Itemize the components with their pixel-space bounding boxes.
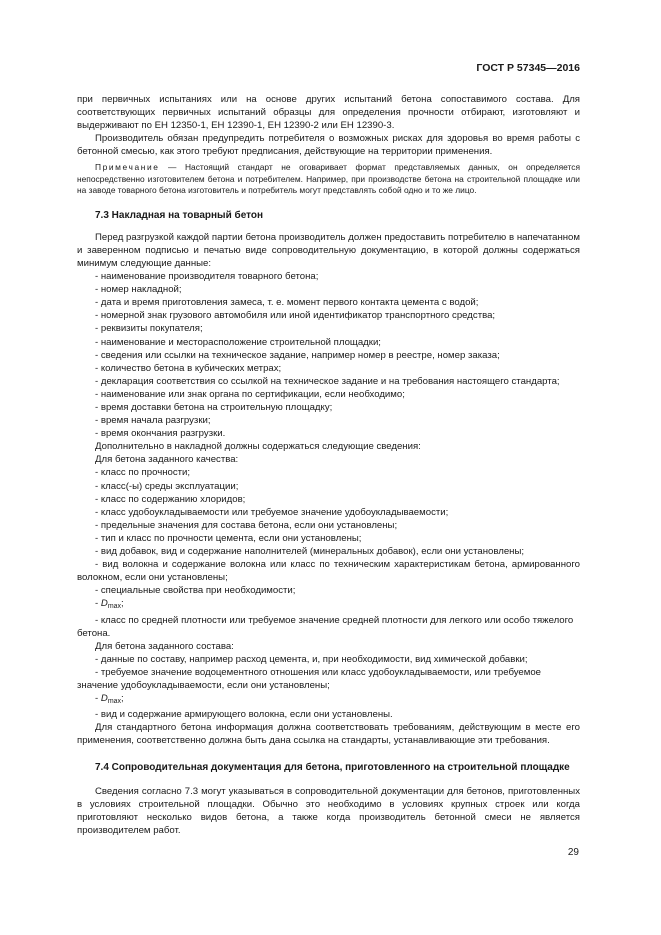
dmax-suffix: ; — [121, 598, 124, 610]
list-item: - данные по составу, например расход цемента, и, при необходимости, вид химической добавки; — [95, 653, 528, 665]
list-item: - количество бетона в кубических метрах; — [95, 362, 282, 374]
additional-info-line: Дополнительно в накладной должны содержаться следующие сведения: — [95, 441, 421, 453]
page-number: 29 — [567, 847, 579, 858]
list-item: - класс по прочности; — [95, 467, 191, 479]
composition-list — [77, 653, 580, 721]
list-item: - предельные значения для состава бетона, если они установлены; — [95, 519, 398, 531]
list-item: - класс по средней плотности или требуемое значение средней плотности для легкого или особо тяжелого бетона. — [77, 614, 574, 639]
list-item: - вид волокна и содержание волокна или класс по техническим характеристикам бетона, армированного волокном, если они установлены; — [77, 559, 580, 584]
list-item: - время доставки бетона на строительную площадку; — [95, 402, 333, 413]
list-item: - сведения или ссылки на техническое задание, например номер в реестре, номер заказа; — [95, 349, 500, 361]
composition-heading: Для бетона заданного состава: — [95, 640, 234, 652]
dmax-symbol: D — [100, 693, 108, 705]
standard-concrete-paragraph: Для стандартного бетона информация должна соответствовать требованиям, действующим в месте его применения, соответственно должна быть дана ссылка на стандарты, устанавливающие эти требования. — [77, 722, 580, 747]
dmax-suffix: ; — [121, 693, 124, 705]
document-body — [77, 93, 580, 837]
section-7-4-title: 7.4 Сопроводительная документация для бетона, приготовленного на строительной площадке — [95, 762, 570, 774]
note-label: Примечание — [95, 162, 160, 173]
required-data-list — [77, 270, 580, 440]
quality-heading: Для бетона заданного качества: — [95, 454, 239, 466]
dmax-subscript: max — [107, 698, 122, 706]
list-item: - номерной знак грузового автомобиля или иной идентификатор транспортного средства; — [95, 310, 496, 322]
dmax-prefix: - — [95, 598, 101, 610]
dmax-symbol: D — [100, 598, 108, 610]
section-7-3-intro: Перед разгрузкой каждой партии бетона производитель должен предоставить потребителю в напечатанном и заверенном подписью и печатью виде сопроводительную документацию, в которой должны содержаться минимум следующие данные: — [77, 231, 580, 269]
list-item: - вид добавок, вид и содержание наполнителей (минеральных добавок), если они установлены; — [95, 546, 525, 558]
list-item: - вид и содержание армирующего волокна, если они установлены. — [95, 709, 393, 721]
intro-paragraph-1: при первичных испытаниях или на основе других испытаний бетона сопоставимого состава. Для соответствующих первичных испытаний образцы для определения прочности отбирают, изготовляют и выдерживают по ЕН 12350-1, ЕН 12390-1, ЕН 12390-2 или ЕН 12390-3. — [77, 94, 580, 132]
list-item: - класс удобоукладываемости или требуемое значение удобоукладываемости; — [95, 506, 449, 518]
section-7-4-text: Сведения согласно 7.3 могут указываться в сопроводительной документации для бетонов, приготовленных в условиях строительной площадки. Обычно это необходимо в условиях крупных строек или когда приготовляют несколько видов бетона, а также когда производитель бетонной смеси не является производителем работ. — [77, 785, 580, 836]
list-item: - наименование и месторасположение строительной площадки; — [95, 336, 381, 348]
list-item: - класс по содержанию хлоридов; — [95, 493, 246, 505]
list-item: - реквизиты покупателя; — [95, 323, 203, 335]
list-item: - номер накладной; — [95, 284, 182, 296]
intro-paragraph-2: Производитель обязан предупредить потребителя о возможных рисках для здоровья во время работы с бетонной смесью, как этого требуют предписания, действующие на территории применения. — [77, 133, 580, 158]
list-item: - наименование производителя товарного бетона; — [95, 271, 319, 283]
list-item: - декларация соответствия со ссылкой на техническое задание и на требования настоящего стандарта; — [95, 375, 560, 387]
document-header: ГОСТ Р 57345—2016 — [476, 62, 580, 74]
list-item: - дата и время приготовления замеса, т. е. момент первого контакта цемента с водой; — [95, 297, 479, 309]
list-item: - наименование или знак органа по сертификации, если необходимо; — [95, 388, 405, 400]
quality-list — [77, 466, 580, 639]
dmax-item — [77, 692, 580, 708]
list-item: - время начала разгрузки; — [95, 415, 211, 427]
note — [77, 162, 580, 196]
section-7-3-title: 7.3 Накладная на товарный бетон — [95, 209, 264, 221]
dmax-item — [77, 597, 580, 613]
list-item: - время окончания разгрузки. — [95, 428, 226, 440]
dmax-prefix: - — [95, 693, 101, 705]
list-item: - специальные свойства при необходимости; — [95, 585, 296, 597]
note-text: — Настоящий стандарт не оговаривает формат представляемых данных, он определяется непосредственно изготовителем бетона и потребителем. Например, при производстве бетона на строительной площадке или на заводе товарного бетона изготовитель и потребитель могут представлять собой одно и то же лицо. — [77, 162, 580, 196]
list-item: - класс(-ы) среды эксплуатации; — [95, 480, 239, 492]
dmax-subscript: max — [107, 603, 122, 611]
list-item: - требуемое значение водоцементного отношения или класс удобоукладываемости, или требуемое значение удобоукладываемости, если они установлены; — [77, 666, 542, 691]
list-item: - тип и класс по прочности цемента, если они установлены; — [95, 532, 362, 544]
